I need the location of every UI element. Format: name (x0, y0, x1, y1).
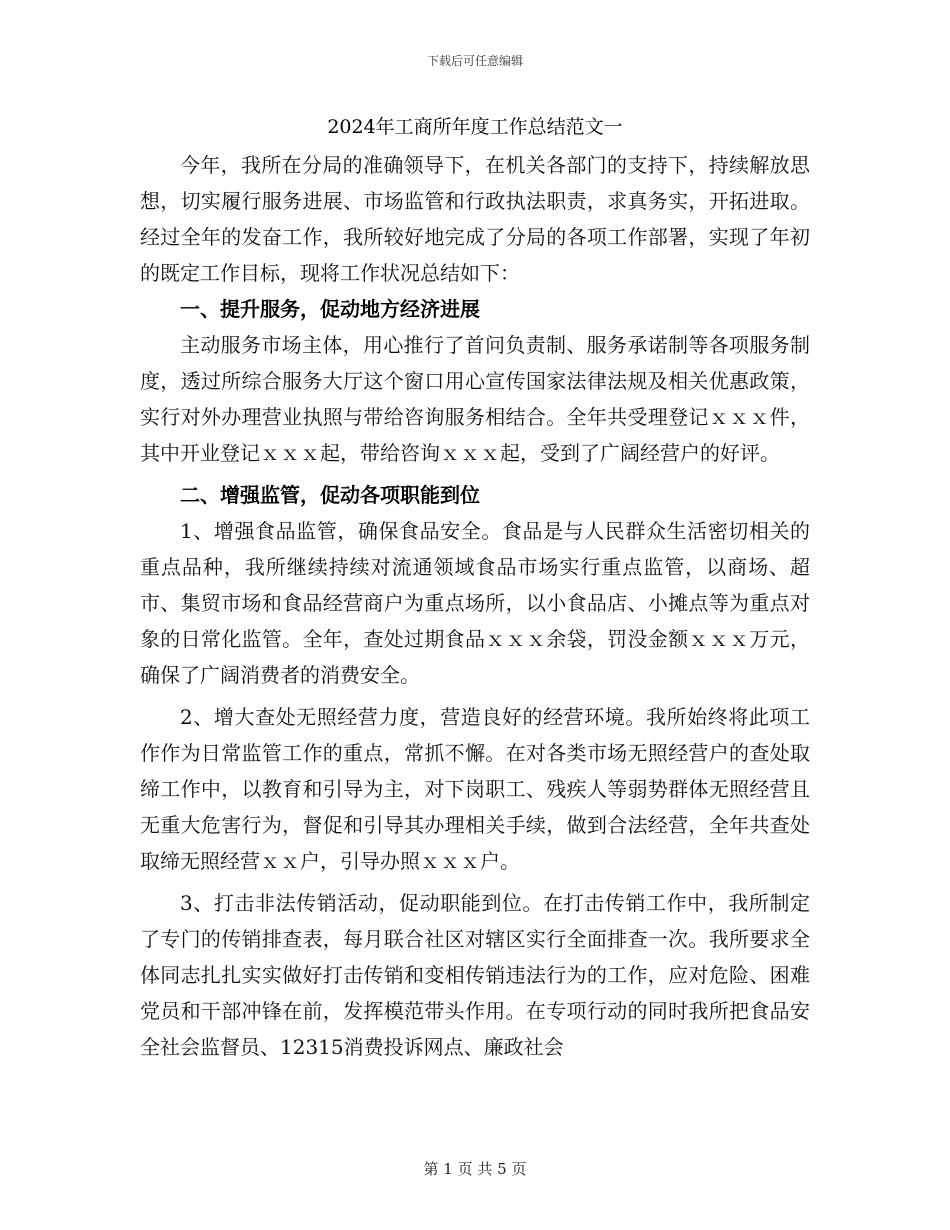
intro-paragraph: 今年，我所在分局的准确领导下，在机关各部门的支持下，持续解放思想，切实履行服务进展、市场监管和行政执法职责，求真务实，开拓进取。经过全年的发奋工作，我所较好地完成了分局的各项工作部署，实现了年初的既定工作目标，现将工作状况总结如下： (140, 153, 810, 285)
section-1-heading: 一、提升服务，促动地方经济进展 (180, 297, 480, 321)
section-2-heading: 二、增强监管，促动各项职能到位 (180, 483, 480, 507)
page-number-footer: 第 1 页 共 5 页 (423, 1160, 527, 1178)
document-body (140, 112, 810, 1065)
page-header-note: 下载后可任意编辑 (426, 54, 523, 68)
section-2-item-3: 3、打击非法传销活动，促动职能到位。在打击传销工作中，我所制定了专门的传销排查表，每月联合社区对辖区实行全面排查一次。我所要求全体同志扎扎实实做好打击传销和变相传销违法行为的工作，应对危险、困难党员和干部冲锋在前，发挥模范带头作用。在专项行动的同时我所把食品安全社会监督员、12315消费投诉网点、廉政社会 (140, 891, 810, 1059)
section-2-item-1: 1、增强食品监管，确保食品安全。食品是与人民群众生活密切相关的重点品种，我所继续持续对流通领域食品市场实行重点监管，以商场、超市、集贸市场和食品经营商户为重点场所，以小食品店、小摊点等为重点对象的日常化监管。全年，查处过期食品ｘｘｘ余袋，罚没金额ｘｘｘ万元，确保了广阔消费者的消费安全。 (140, 519, 810, 687)
document-title: 2024年工商所年度工作总结范文一 (327, 116, 623, 138)
section-2-item-2: 2、增大查处无照经营力度，营造良好的经营环境。我所始终将此项工作作为日常监管工作的重点，常抓不懈。在对各类市场无照经营户的查处取缔工作中，以教育和引导为主，对下岗职工、残疾人等弱势群体无照经营且无重大危害行为，督促和引导其办理相关手续，做到合法经营，全年共查处取缔无照经营ｘｘ户，引导办照ｘｘｘ户。 (140, 705, 810, 873)
section-1-paragraph: 主动服务市场主体，用心推行了首问负责制、服务承诺制等各项服务制度，透过所综合服务大厅这个窗口用心宣传国家法律法规及相关优惠政策，实行对外办理营业执照与带给咨询服务相结合。全年共受理登记ｘｘｘ件，其中开业登记ｘｘｘ起，带给咨询ｘｘｘ起，受到了广阔经营户的好评。 (140, 333, 810, 465)
